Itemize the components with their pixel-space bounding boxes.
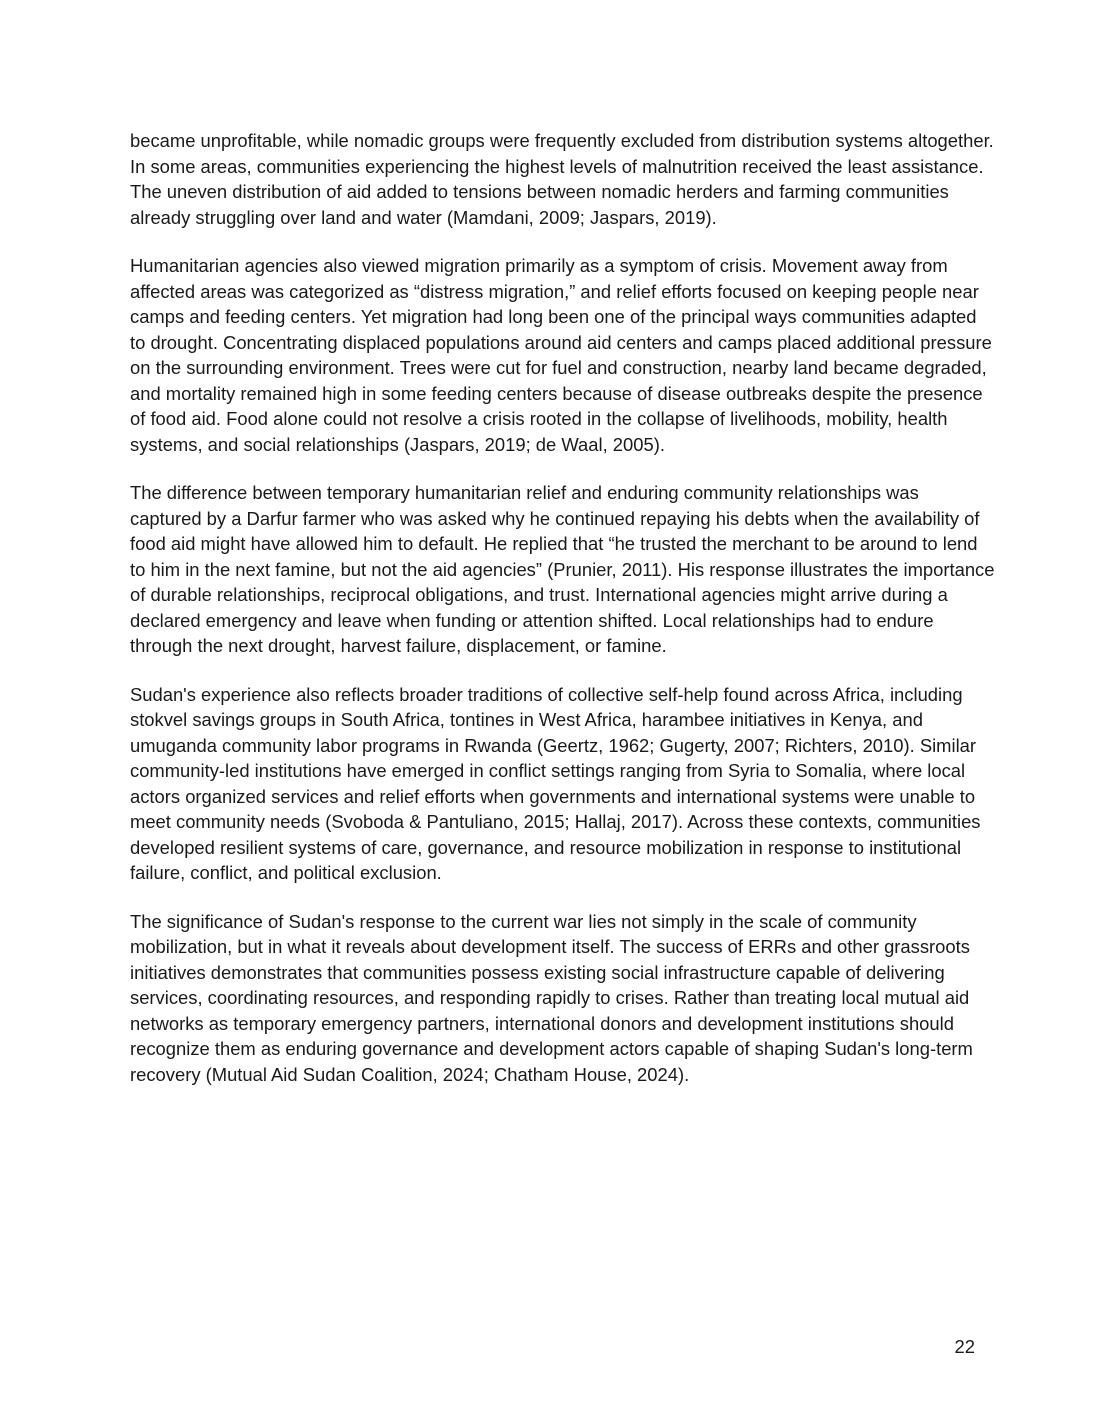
paragraph-darfur-farmer: The difference between temporary humanitarian relief and enduring community relationships was captured by a Darfur farmer who was asked why he continued repaying his debts when the availability of food aid might have allowed him to default. He replied that “he trusted the merchant to be around to lend to him in the next famine, but not the aid agencies” (Prunier, 2011). His response illustrates the importance of durable relationships, reciprocal obligations, and trust. International agencies might arrive during a declared emergency and leave when funding or attention shifted. Local relationships had to endure through the next drought, harvest failure, displacement, or famine. [130,482,995,656]
page-number: 22 [954,1336,975,1357]
paragraph-aid-distribution: became unprofitable, while nomadic groups were frequently excluded from distribution systems altogether. In some areas, communities experiencing the highest levels of malnutrition received the least assistance. The uneven distribution of aid added to tensions between nomadic herders and farming communities already struggling over land and water (Mamdani, 2009; Jaspars, 2019). [130,130,994,228]
paragraph-migration: Humanitarian agencies also viewed migration primarily as a symptom of crisis. Movement away from affected areas was categorized as “distress migration,” and relief efforts focused on keeping people near camps and feeding centers. Yet migration had long been one of the principal ways communities adapted to drought. Concentrating displaced populations around aid centers and camps placed additional pressure on the surrounding environment. Trees were cut for fuel and construction, nearby land became degraded, and mortality remained high in some feeding centers because of disease outbreaks despite the presence of food aid. Food alone could not resolve a crisis rooted in the collapse of livelihoods, mobility, health systems, and social relationships (Jaspars, 2019; de Waal, 2005). [130,255,992,455]
paragraph-significance: The significance of Sudan's response to the current war lies not simply in the scale of community mobilization, but in what it reveals about development itself. The success of ERRs and other grassroots initiatives demonstrates that communities possess existing social infrastructure capable of delivering services, coordinating resources, and responding rapidly to crises. Rather than treating local mutual aid networks as temporary emergency partners, international donors and development institutions should recognize them as enduring governance and development actors capable of shaping Sudan's long-term recovery (Mutual Aid Sudan Coalition, 2024; Chatham House, 2024). [130,910,973,1085]
body-text [130,128,995,1110]
paragraph-self-help-traditions: Sudan's experience also reflects broader traditions of collective self-help found across Africa, including stokvel savings groups in South Africa, tontines in West Africa, harambee initiatives in Kenya, and umuganda community labor programs in Rwanda (Geertz, 1962; Gugerty, 2007; Richters, 2010). Similar community-led institutions have emerged in conflict settings ranging from Syria to Somalia, where local actors organized services and relief efforts when governments and international systems were unable to meet community needs (Svoboda & Pantuliano, 2015; Hallaj, 2017). Across these contexts, communities developed resilient systems of care, governance, and resource mobilization in response to institutional failure, conflict, and political exclusion. [130,683,981,883]
